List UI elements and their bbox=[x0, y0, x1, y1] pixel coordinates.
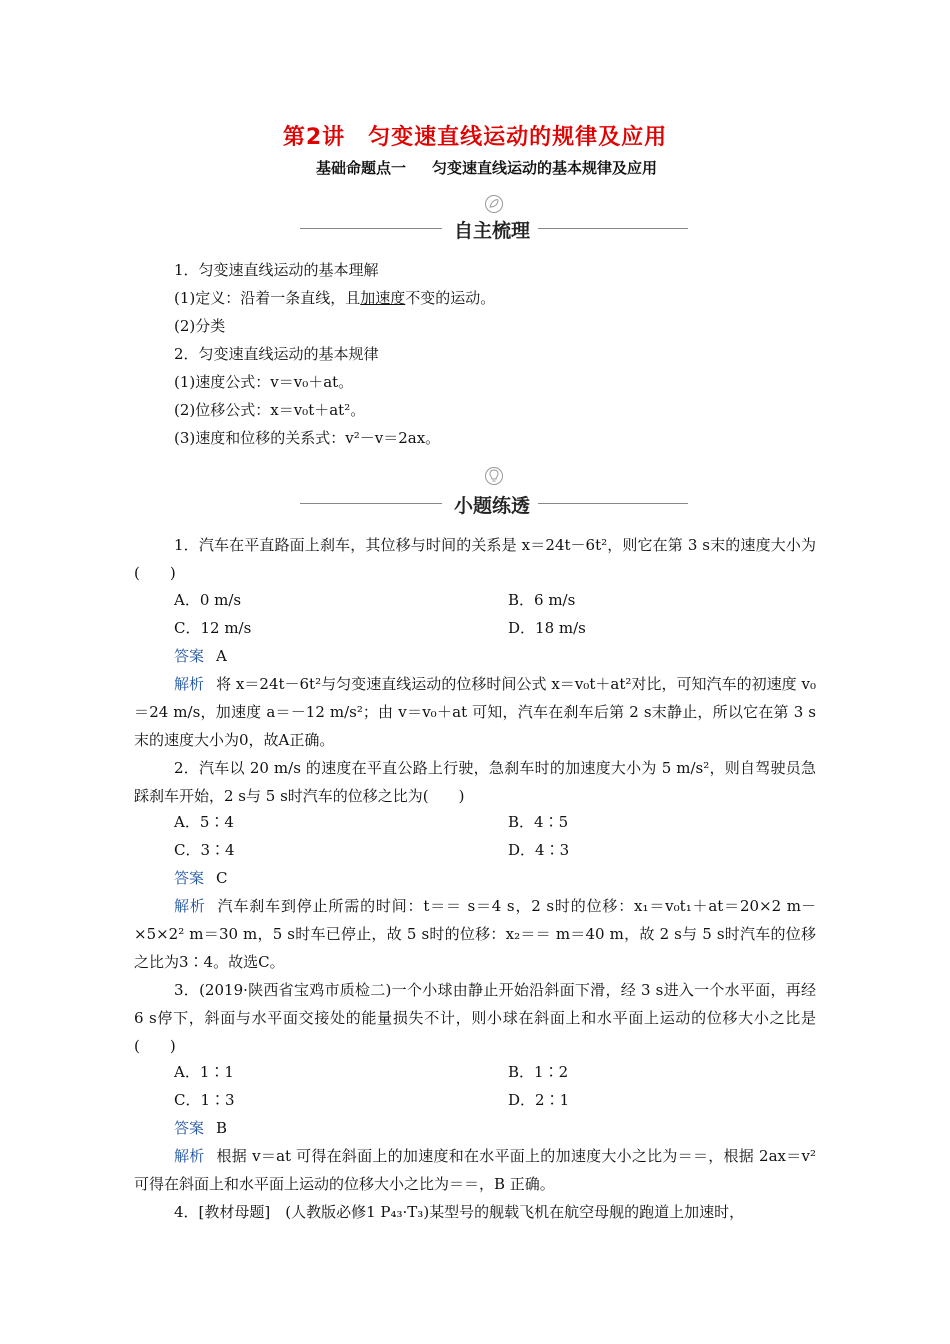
question-1-stem: 1．汽车在平直路面上刹车，其位移与时间的关系是 x＝24t－6t²，则它在第 3 s末的速度大小为( ) bbox=[134, 536, 816, 582]
question-3-analysis bbox=[134, 1142, 816, 1198]
lightbulb-icon bbox=[484, 466, 504, 486]
section1-line-2: (1)定义：沿着一条直线，且加速度不变的运动。 bbox=[174, 289, 496, 307]
section1-line-3: (2)分类 bbox=[174, 317, 226, 335]
question-1-answer bbox=[174, 646, 227, 666]
question-2-stem: 2．汽车以 20 m/s 的速度在平直公路上行驶，急刹车时的加速度大小为 5 m/s²，则自驾驶员急踩刹车开始，2 s与 5 s时汽车的位移之比为( ) bbox=[134, 759, 816, 805]
section1-line-7: (3)速度和位移的关系式：v²－v＝2ax。 bbox=[174, 429, 441, 447]
question-3-option-b: B．1∶2 bbox=[508, 1063, 569, 1081]
subtitle-topic-label: 基础命题点一 bbox=[316, 159, 407, 177]
question-2-option-c: C．3∶4 bbox=[174, 841, 235, 859]
question-1-option-c: C．12 m/s bbox=[174, 619, 252, 637]
question-3-stem: 3．(2019·陕西省宝鸡市质检二)一个小球由静止开始沿斜面下滑，经 3 s进入一个水平面，再经 6 s停下，斜面与水平面交接处的能量损失不计，则小球在斜面上和水平面上运动的位移大小之比是( ) bbox=[134, 981, 816, 1055]
question-2-option-d: D．4∶3 bbox=[508, 841, 570, 859]
analysis-label: 解析 bbox=[174, 675, 205, 693]
answer-label: 答案 bbox=[174, 1119, 205, 1137]
question-1-option-d: D．18 m/s bbox=[508, 619, 586, 637]
section1-line-6: (2)位移公式：x＝v₀t＋at²。 bbox=[174, 401, 366, 419]
section1-line-5: (1)速度公式：v＝v₀＋at。 bbox=[174, 373, 354, 391]
section1-line-4: 2．匀变速直线运动的基本规律 bbox=[174, 345, 379, 363]
section1-line-1: 1．匀变速直线运动的基本理解 bbox=[174, 261, 379, 279]
question-1-option-b: B．6 m/s bbox=[508, 591, 576, 609]
question-3-option-a: A．1∶1 bbox=[174, 1063, 234, 1081]
question-2-analysis bbox=[134, 892, 816, 976]
answer-label: 答案 bbox=[174, 869, 205, 887]
answer-value: C bbox=[216, 869, 228, 887]
page-subtitle bbox=[316, 157, 657, 178]
section-heading-self-study bbox=[300, 214, 688, 244]
question-4-stem: 4．[教材母题] (人教版必修1 P₄₃·T₃)某型号的舰载飞机在航空母舰的跑道上加速时， bbox=[174, 1203, 745, 1221]
analysis-label: 解析 bbox=[174, 1147, 205, 1165]
analysis-label: 解析 bbox=[174, 897, 206, 915]
section-heading-label: 小题练透 bbox=[453, 495, 530, 517]
question-3-answer bbox=[174, 1118, 227, 1138]
answer-label: 答案 bbox=[174, 647, 205, 665]
question-3-option-d: D．2∶1 bbox=[508, 1091, 570, 1109]
answer-value: B bbox=[216, 1119, 228, 1137]
analysis-text: 汽车刹车到停止所需的时间：t＝＝ s＝4 s，2 s时的位移：x₁＝v₀t₁＋at＝20×2 m－×5×2² m＝30 m，5 s时车已停止，故 5 s时的位移：x₂＝＝ m＝40 m，故 2 s与 5 s时汽车的位移之比为3∶4。故选C。 bbox=[134, 897, 816, 971]
question-2-option-a: A．5∶4 bbox=[174, 813, 234, 831]
page-title: 第2讲 匀变速直线运动的规律及应用 bbox=[282, 125, 668, 150]
question-2-answer bbox=[174, 868, 228, 888]
analysis-text: 将 x＝24t－6t²与匀变速直线运动的位移时间公式 x＝v₀t＋at²对比，可知汽车的初速度 v₀＝24 m/s，加速度 a＝－12 m/s²；由 v＝v₀＋at 可知，汽车在刹车后第 2 s末静止，所以它在第 3 s末的速度大小为0，故A正确。 bbox=[134, 675, 816, 749]
analysis-text: 根据 v＝at 可得在斜面上的加速度和在水平面上的加速度大小之比为＝＝，根据 2ax＝v²可得在斜面上和水平面上运动的位移大小之比为＝＝，B 正确。 bbox=[134, 1147, 816, 1193]
section-heading-label: 自主梳理 bbox=[453, 220, 530, 242]
question-2-option-b: B．4∶5 bbox=[508, 813, 569, 831]
leaf-icon bbox=[484, 194, 504, 214]
answer-value: A bbox=[216, 647, 227, 665]
section-heading-practice bbox=[300, 489, 688, 519]
question-3-option-c: C．1∶3 bbox=[174, 1091, 235, 1109]
question-1-option-a: A．0 m/s bbox=[174, 591, 242, 609]
subtitle-topic-name: 匀变速直线运动的基本规律及应用 bbox=[432, 159, 658, 177]
question-1-analysis bbox=[134, 670, 816, 754]
